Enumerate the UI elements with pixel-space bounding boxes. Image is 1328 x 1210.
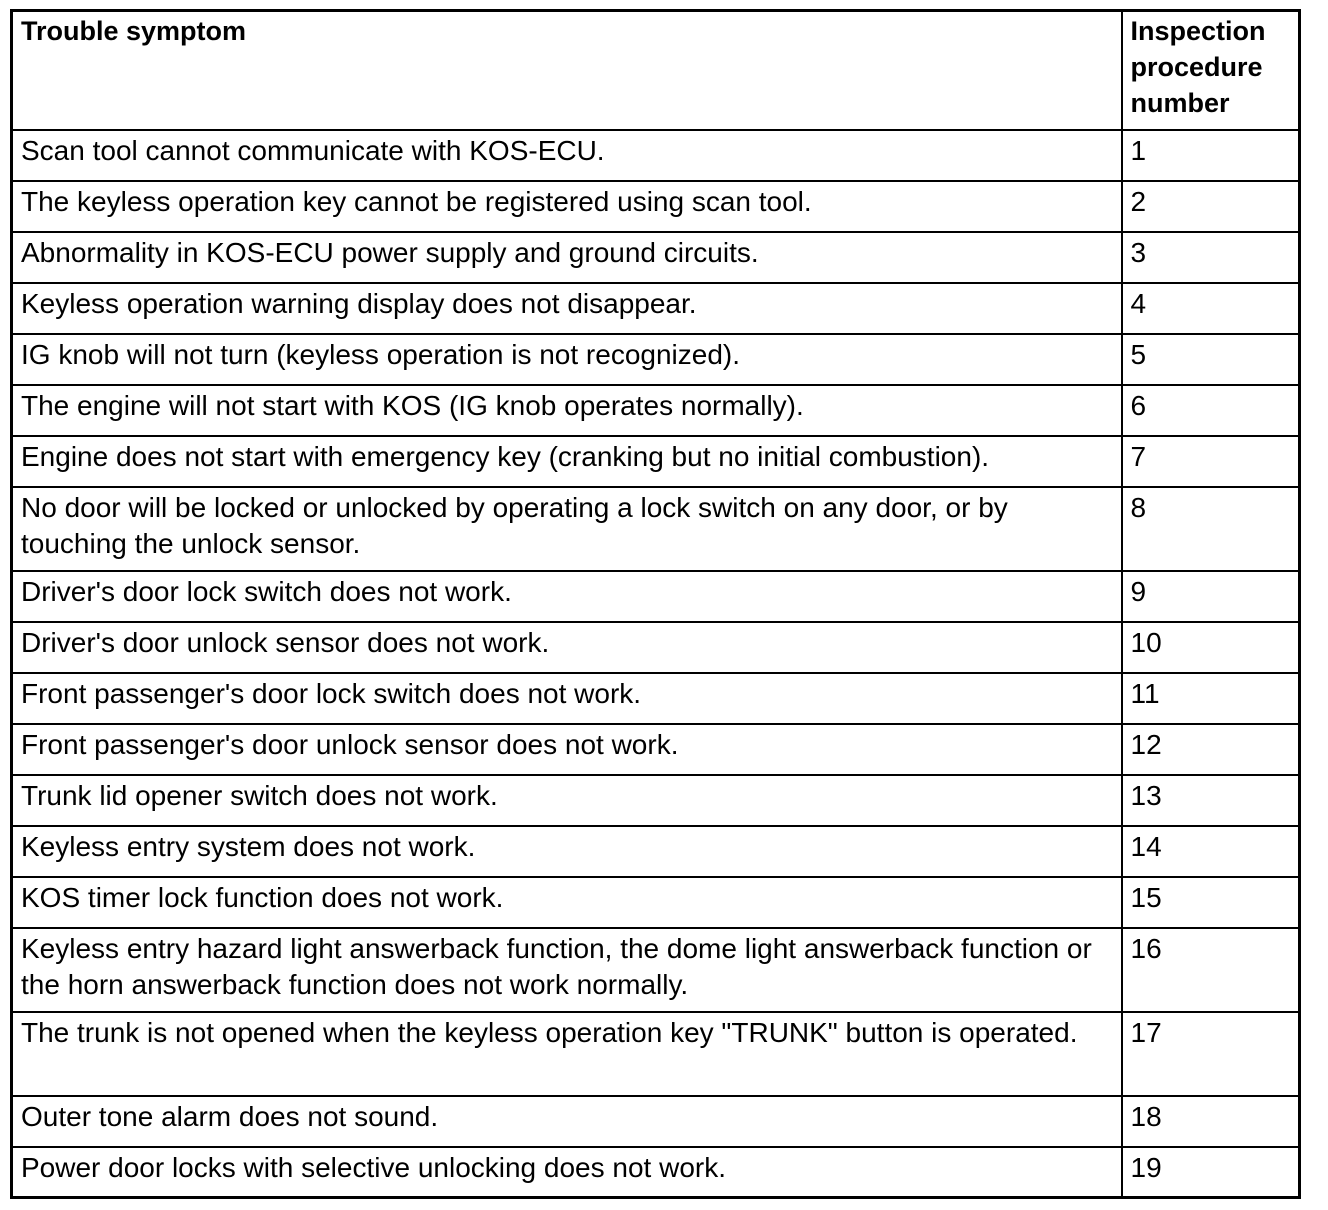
table-row <box>12 724 1300 775</box>
table-row <box>12 283 1300 334</box>
table-row <box>12 826 1300 877</box>
symptom-cell: The engine will not start with KOS (IG knob operates normally). <box>12 385 1122 436</box>
procedure-number-cell: 5 <box>1122 334 1300 385</box>
table-row <box>12 673 1300 724</box>
symptom-cell: Trunk lid opener switch does not work. <box>12 775 1122 826</box>
symptom-cell: Driver's door unlock sensor does not work. <box>12 622 1122 673</box>
procedure-number-cell: 11 <box>1122 673 1300 724</box>
symptom-cell: No door will be locked or unlocked by operating a lock switch on any door, or by touching the unlock sensor. <box>12 487 1122 571</box>
symptom-cell: Engine does not start with emergency key (cranking but no initial combustion). <box>12 436 1122 487</box>
table-row <box>12 928 1300 1012</box>
procedure-number-cell: 18 <box>1122 1096 1300 1147</box>
table-row <box>12 1096 1300 1147</box>
procedure-number-cell: 15 <box>1122 877 1300 928</box>
table-row <box>12 877 1300 928</box>
table-header-row <box>12 11 1300 130</box>
table-row <box>12 622 1300 673</box>
table-row <box>12 1012 1300 1096</box>
table-row <box>12 334 1300 385</box>
procedure-number-cell: 12 <box>1122 724 1300 775</box>
table-row <box>12 232 1300 283</box>
symptom-cell: The trunk is not opened when the keyless operation key "TRUNK" button is operated. <box>12 1012 1122 1096</box>
procedure-number-cell: 10 <box>1122 622 1300 673</box>
symptom-cell: KOS timer lock function does not work. <box>12 877 1122 928</box>
procedure-number-cell: 17 <box>1122 1012 1300 1096</box>
procedure-number-cell: 9 <box>1122 571 1300 622</box>
procedure-number-cell: 3 <box>1122 232 1300 283</box>
symptom-cell: Front passenger's door lock switch does not work. <box>12 673 1122 724</box>
procedure-number-cell: 7 <box>1122 436 1300 487</box>
symptom-cell: Abnormality in KOS-ECU power supply and ground circuits. <box>12 232 1122 283</box>
table-row <box>12 775 1300 826</box>
symptom-cell: IG knob will not turn (keyless operation is not recognized). <box>12 334 1122 385</box>
table-row <box>12 181 1300 232</box>
symptom-cell: Power door locks with selective unlocking does not work. <box>12 1147 1122 1198</box>
symptom-cell: Keyless operation warning display does not disappear. <box>12 283 1122 334</box>
procedure-number-cell: 8 <box>1122 487 1300 571</box>
symptom-cell: Scan tool cannot communicate with KOS-ECU. <box>12 130 1122 181</box>
procedure-number-cell: 13 <box>1122 775 1300 826</box>
table-row <box>12 385 1300 436</box>
header-trouble-symptom: Trouble symptom <box>12 11 1122 130</box>
table-row <box>12 130 1300 181</box>
table-row <box>12 487 1300 571</box>
procedure-number-cell: 1 <box>1122 130 1300 181</box>
procedure-number-cell: 16 <box>1122 928 1300 1012</box>
table-row <box>12 436 1300 487</box>
procedure-number-cell: 6 <box>1122 385 1300 436</box>
trouble-symptom-table <box>10 9 1301 1199</box>
procedure-number-cell: 2 <box>1122 181 1300 232</box>
symptom-cell: Front passenger's door unlock sensor does not work. <box>12 724 1122 775</box>
symptom-cell: Keyless entry system does not work. <box>12 826 1122 877</box>
table-row <box>12 571 1300 622</box>
symptom-cell: Keyless entry hazard light answerback function, the dome light answerback function or the horn answerback function does not work normally. <box>12 928 1122 1012</box>
symptom-cell: Driver's door lock switch does not work. <box>12 571 1122 622</box>
procedure-number-cell: 19 <box>1122 1147 1300 1198</box>
symptom-cell: The keyless operation key cannot be registered using scan tool. <box>12 181 1122 232</box>
table-row <box>12 1147 1300 1198</box>
symptom-cell: Outer tone alarm does not sound. <box>12 1096 1122 1147</box>
procedure-number-cell: 4 <box>1122 283 1300 334</box>
header-inspection-procedure-number: Inspection procedure number <box>1122 11 1300 130</box>
procedure-number-cell: 14 <box>1122 826 1300 877</box>
